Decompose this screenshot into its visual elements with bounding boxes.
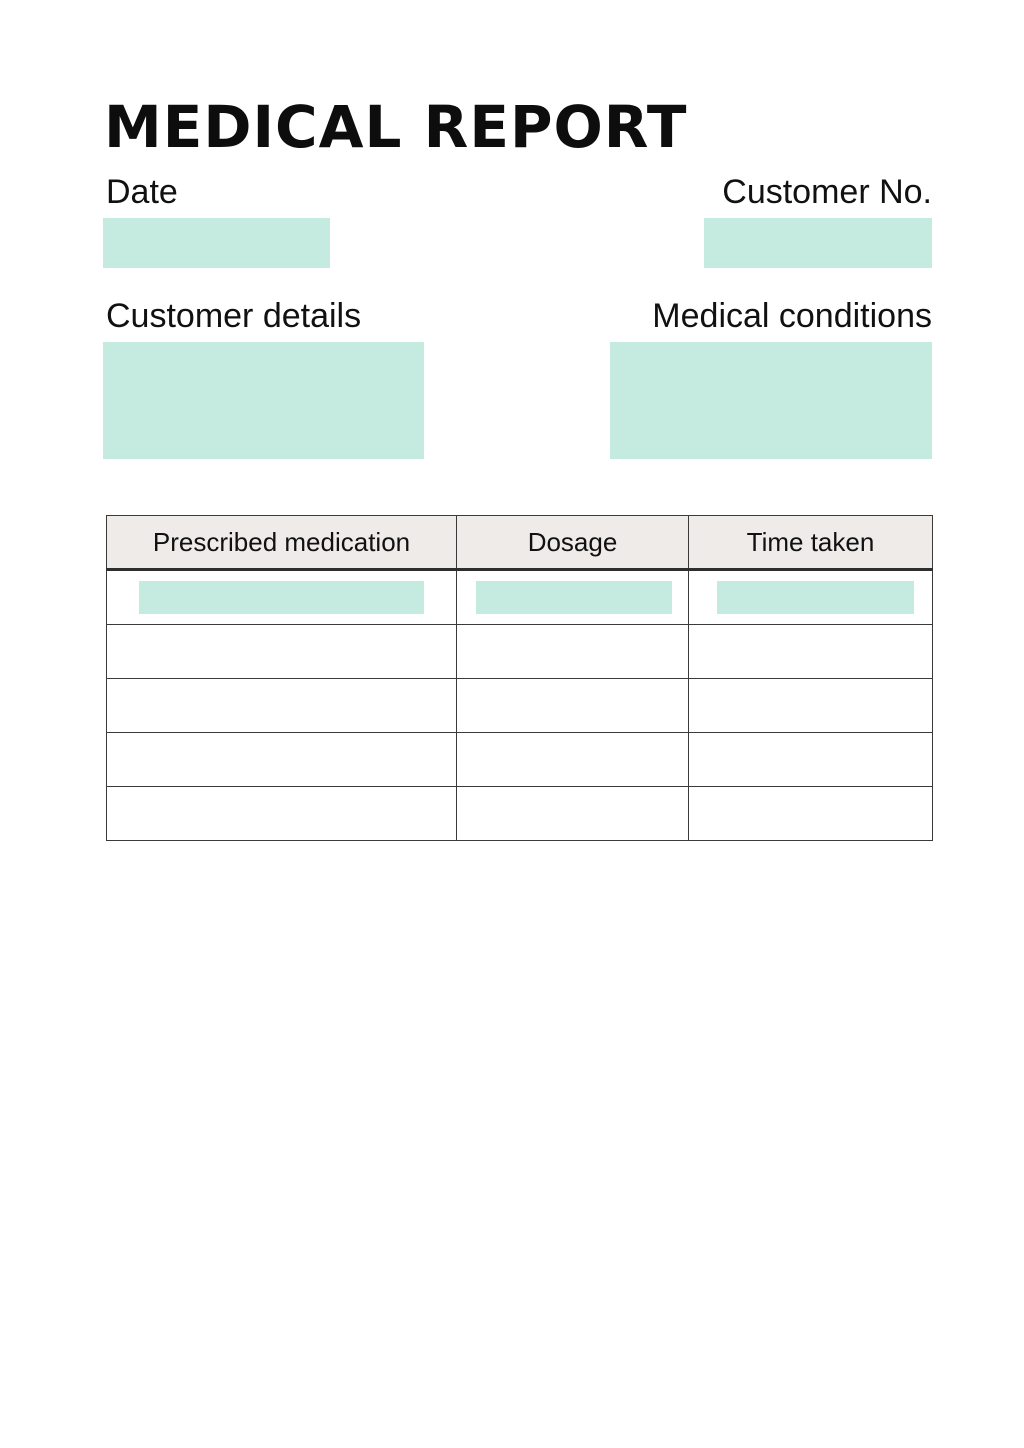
- medical-conditions-field[interactable]: [610, 342, 932, 459]
- table-cell-time-taken[interactable]: [689, 570, 933, 625]
- date-field[interactable]: [103, 218, 330, 268]
- table-cell-medication[interactable]: [107, 733, 457, 787]
- column-header-time-taken: Time taken: [689, 516, 933, 570]
- table-cell-dosage[interactable]: [457, 679, 689, 733]
- table-cell-time-taken[interactable]: [689, 733, 933, 787]
- customer-details-field[interactable]: [103, 342, 424, 459]
- table-row: [107, 679, 933, 733]
- table-cell-time-taken[interactable]: [689, 787, 933, 841]
- medication-table: [106, 515, 933, 841]
- date-label: Date: [106, 173, 178, 211]
- dosage-input[interactable]: [476, 581, 672, 614]
- time-taken-input[interactable]: [717, 581, 914, 614]
- column-header-dosage: Dosage: [457, 516, 689, 570]
- table-cell-medication[interactable]: [107, 570, 457, 625]
- customer-details-label: Customer details: [106, 297, 362, 335]
- table-row: [107, 787, 933, 841]
- column-header-prescribed-medication: Prescribed medication: [107, 516, 457, 570]
- page-title: MEDICAL REPORT: [104, 93, 688, 161]
- table-cell-medication[interactable]: [107, 787, 457, 841]
- table-cell-dosage[interactable]: [457, 570, 689, 625]
- table-cell-dosage[interactable]: [457, 733, 689, 787]
- table-cell-dosage[interactable]: [457, 787, 689, 841]
- table-cell-time-taken[interactable]: [689, 679, 933, 733]
- table-header-row: [107, 516, 933, 570]
- table-row: [107, 733, 933, 787]
- table-cell-medication[interactable]: [107, 679, 457, 733]
- table-cell-medication[interactable]: [107, 625, 457, 679]
- medication-input[interactable]: [139, 581, 424, 614]
- customer-no-field[interactable]: [704, 218, 932, 268]
- table-row: [107, 625, 933, 679]
- customer-no-label: Customer No.: [722, 173, 932, 211]
- table-cell-dosage[interactable]: [457, 625, 689, 679]
- table-cell-time-taken[interactable]: [689, 625, 933, 679]
- table-row: [107, 570, 933, 625]
- medical-conditions-label: Medical conditions: [652, 297, 932, 335]
